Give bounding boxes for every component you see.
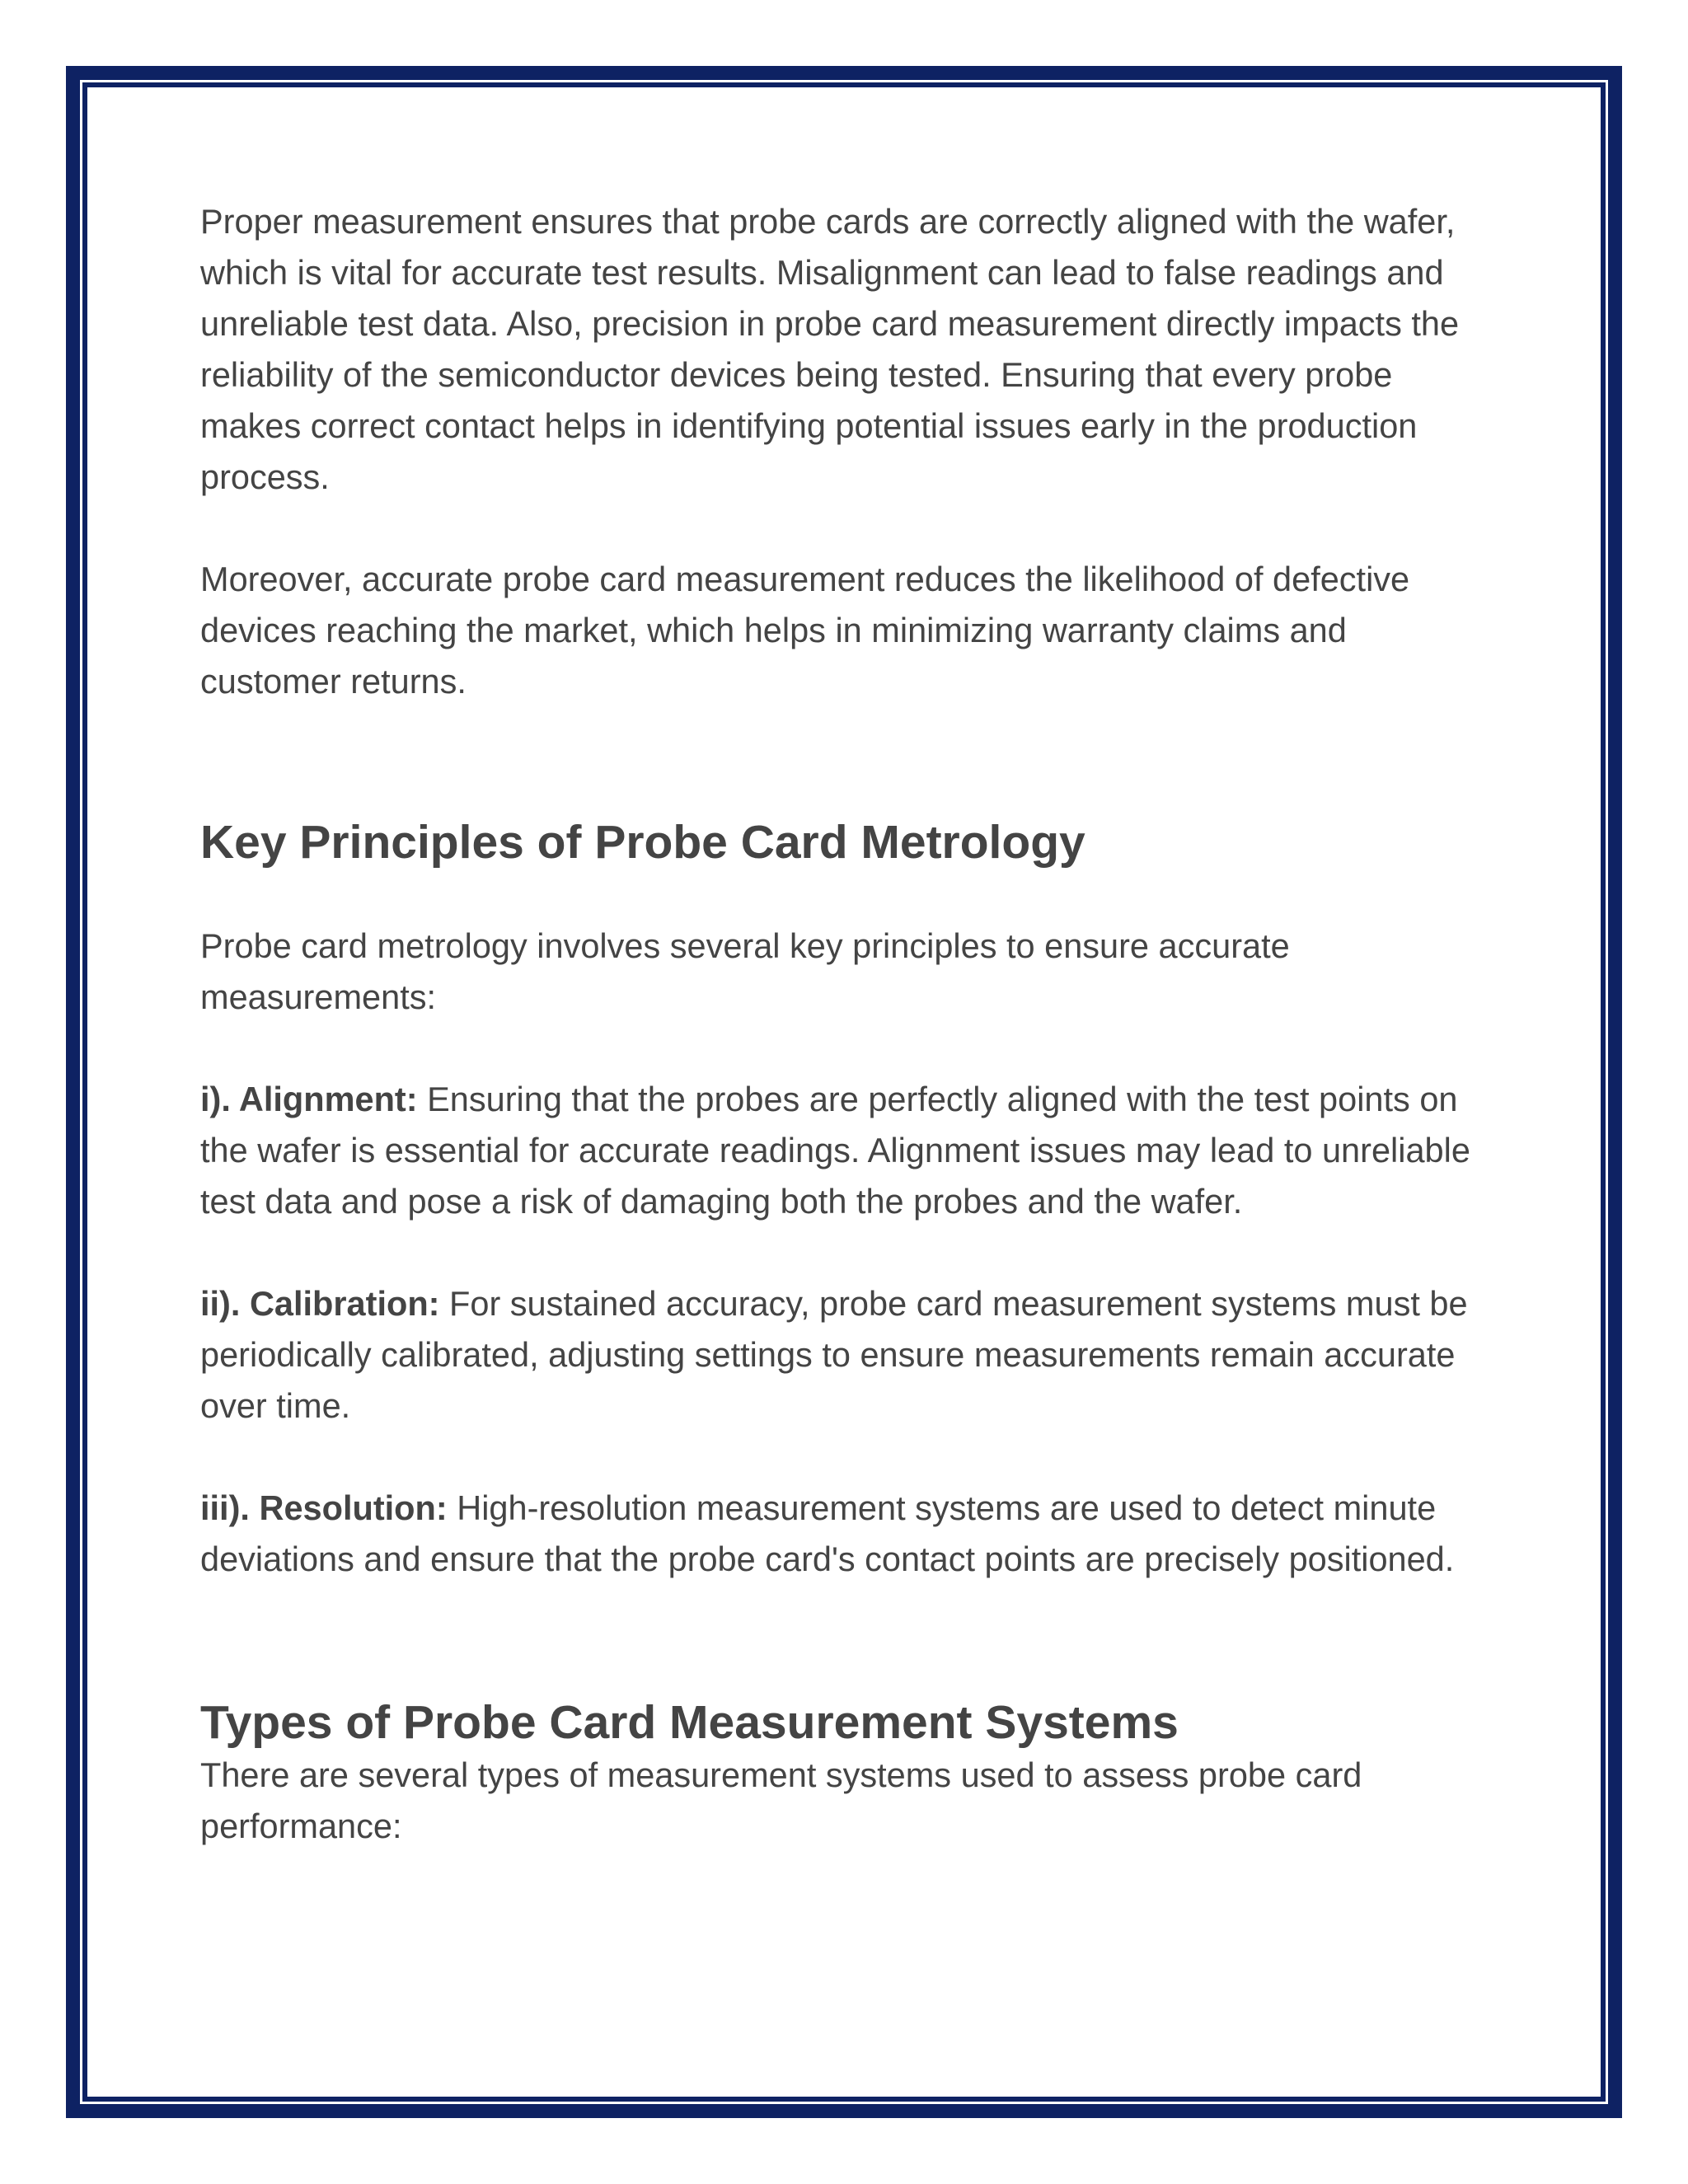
types-intro: There are several types of measurement systems used to assess probe card performance: xyxy=(200,1755,1362,1845)
principle-alignment-label: i). Alignment: xyxy=(200,1080,418,1118)
principle-alignment xyxy=(200,1074,1474,1227)
principle-resolution-label: iii). Resolution: xyxy=(200,1488,448,1527)
principle-calibration xyxy=(200,1278,1494,1432)
intro-paragraph-2: Moreover, accurate probe card measurement reduces the likelihood of defective devices reaching the market, which helps in minimizing warranty claims and customer returns. xyxy=(200,560,1410,701)
principle-resolution xyxy=(200,1483,1494,1585)
principle-calibration-text: For sustained accuracy, probe card measurement systems must be periodically calibrated, adjusting settings to ensure measurements remain accurate over time. xyxy=(200,1284,1468,1425)
principles-intro: Probe card metrology involves several key principles to ensure accurate measurements: xyxy=(200,926,1290,1016)
document-body xyxy=(200,196,1519,1852)
principle-alignment-text: Ensuring that the probes are perfectly aligned with the test points on the wafer is essential for accurate readings. Alignment issues may lead to unreliable test data and pose a risk of damaging both the probes and the wafer. xyxy=(200,1080,1470,1221)
principles-heading: Key Principles of Probe Card Metrology xyxy=(200,816,1085,869)
intro-paragraph-1: Proper measurement ensures that probe cards are correctly aligned with the wafer, which is vital for accurate test results. Misalignment can lead to false readings and unreliable test data. Also, precision in probe card measurement directly impacts the reliability of the semiconductor devices being tested. Ensuring that every probe makes correct contact helps in identifying potential issues early in the production process. xyxy=(200,202,1460,496)
principle-calibration-label: ii). Calibration: xyxy=(200,1284,440,1323)
principle-resolution-text: High-resolution measurement systems are used to detect minute deviations and ensure that the probe card's contact points are precisely positioned. xyxy=(200,1488,1455,1578)
types-heading: Types of Probe Card Measurement Systems xyxy=(200,1696,1179,1749)
